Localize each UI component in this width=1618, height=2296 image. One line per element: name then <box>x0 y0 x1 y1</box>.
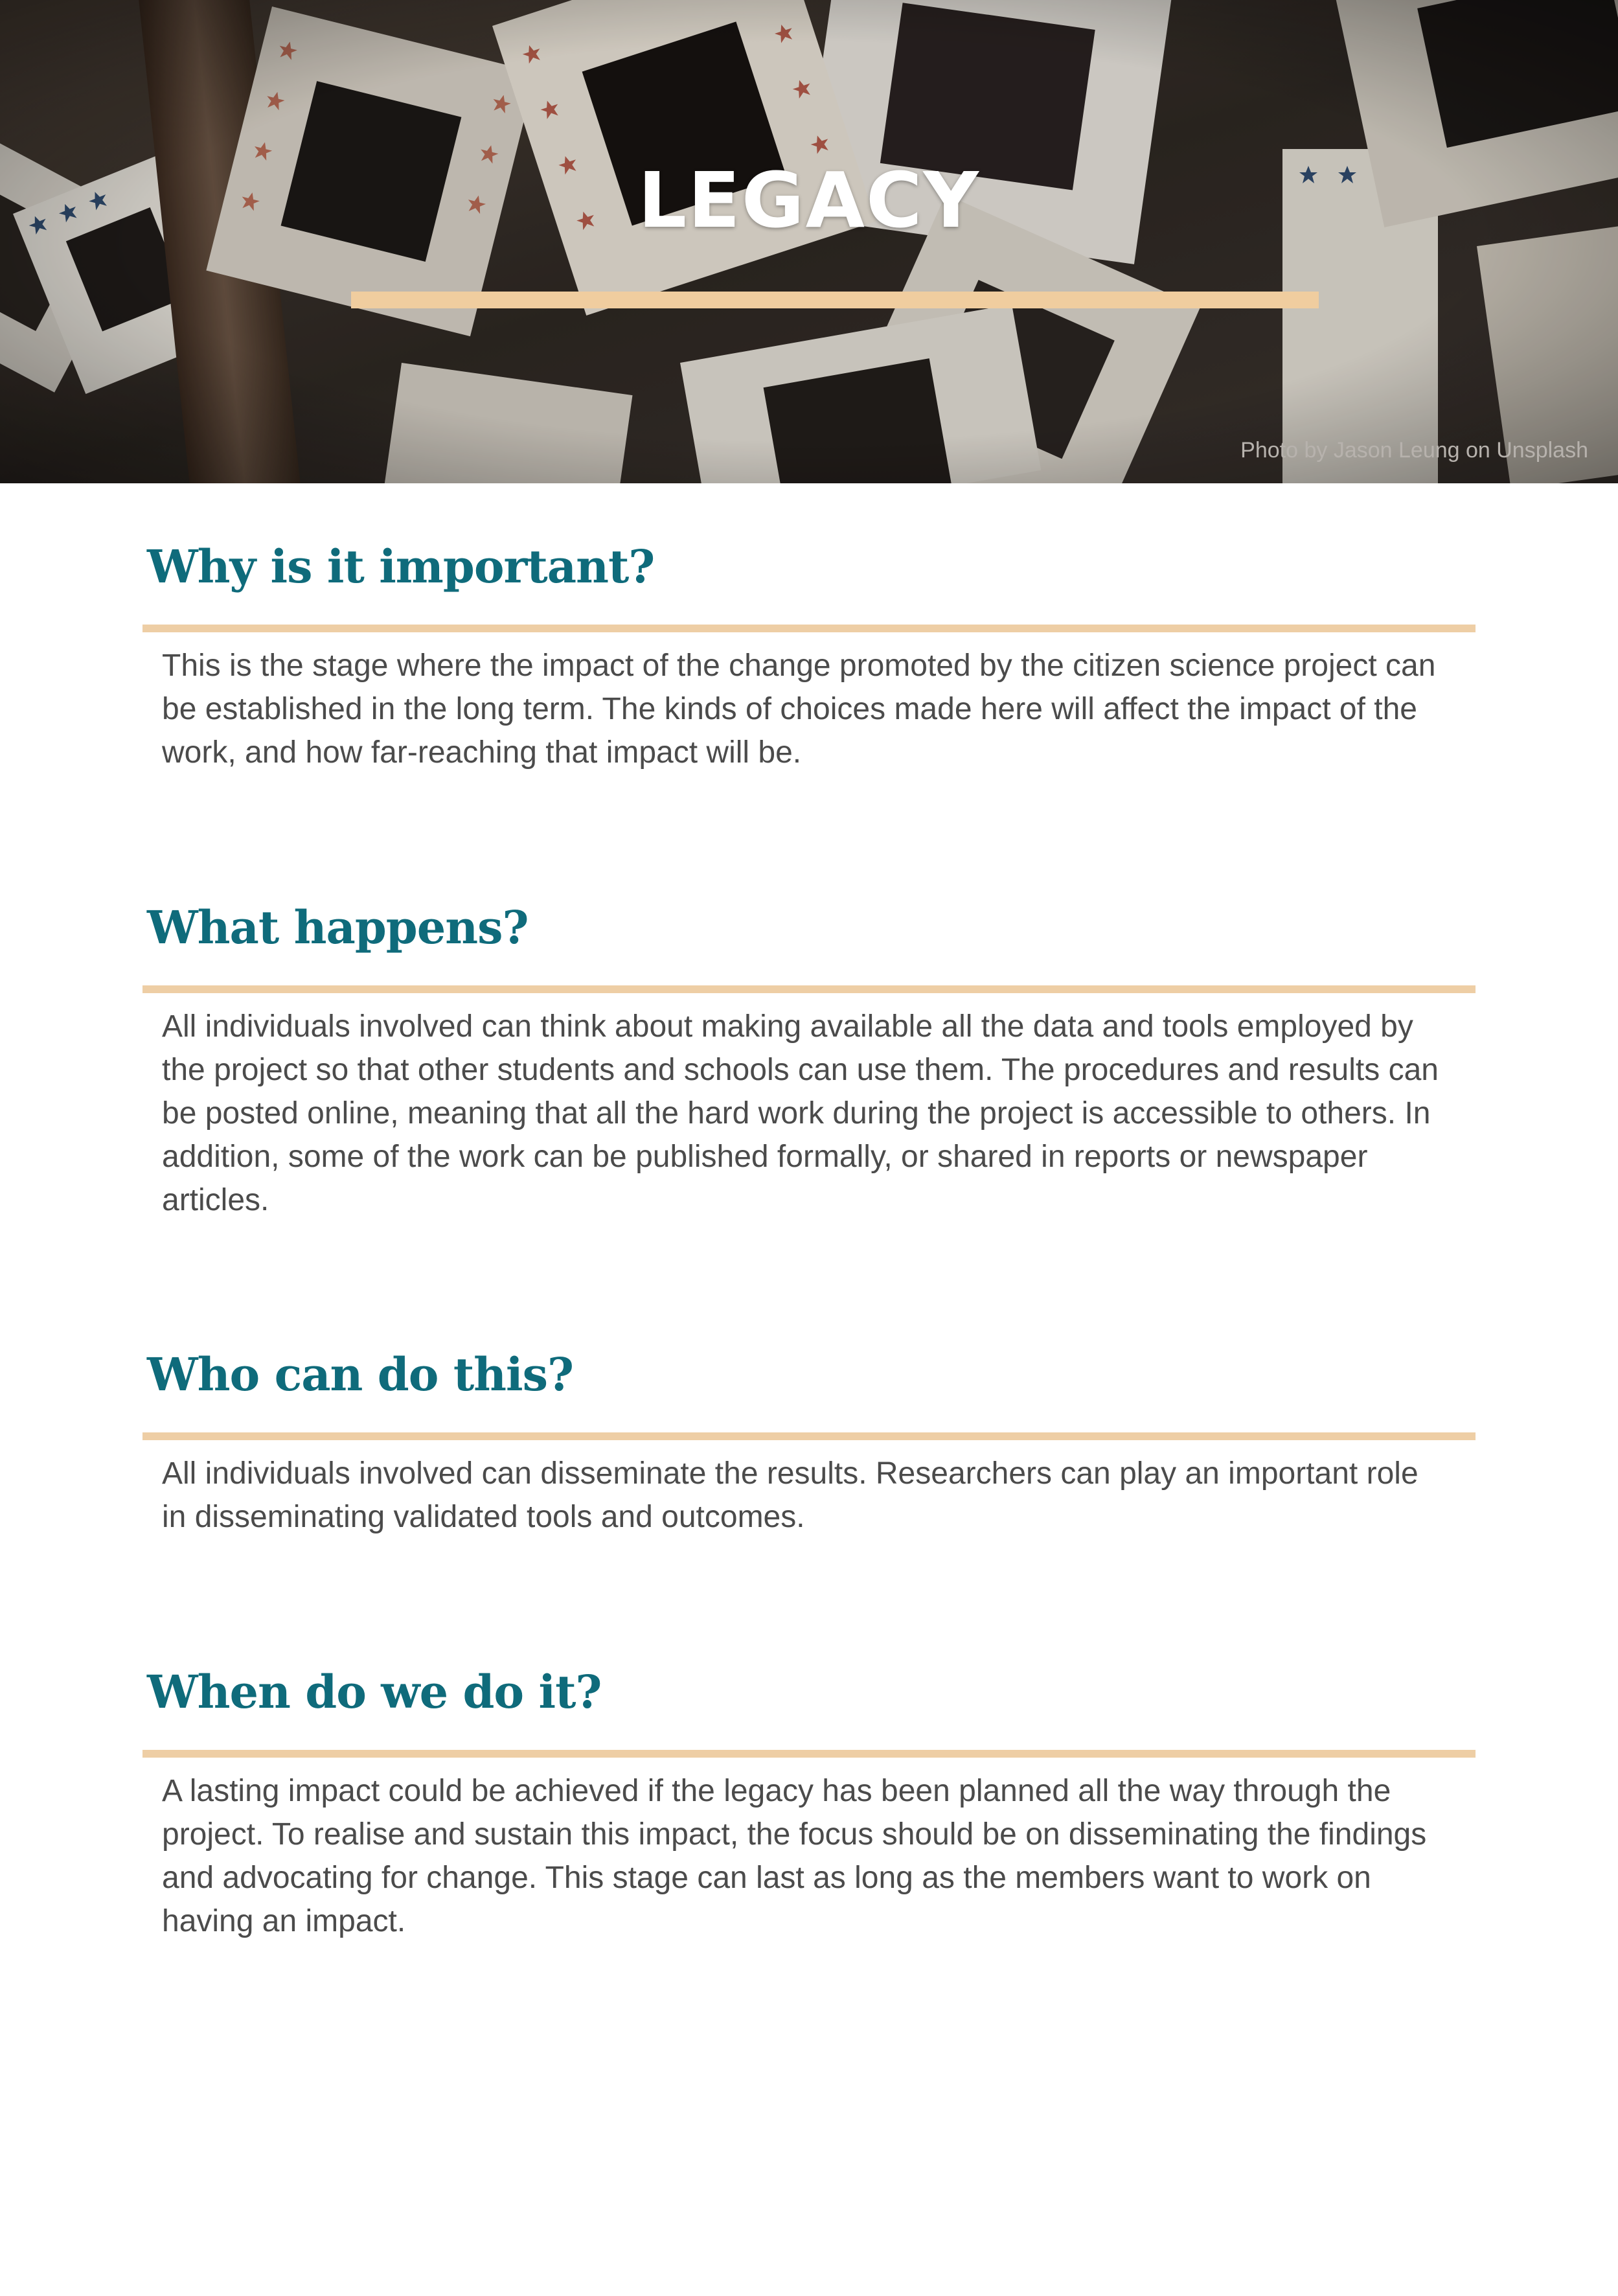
section-heading: When do we do it? <box>147 1665 602 1719</box>
section-divider <box>142 1750 1476 1758</box>
section-body: This is the stage where the impact of the change promoted by the citizen science project can be established in the long term. The kinds of choices made here will affect the impact of the work, and how far-reaching that impact will be. <box>162 649 1436 770</box>
header-banner <box>0 0 1618 483</box>
photo-credit: Photo by Jason Leung on Unsplash <box>1240 438 1588 463</box>
section-when-do-we-do-it <box>142 1665 1476 1943</box>
section-divider <box>142 985 1476 993</box>
section-body: All individuals involved can think about making available all the data and tools employed by the project so that other students and schools can use them. The procedures and results can be posted online, meaning that all the hard work during the project is accessible to others. In addition, some of the work can be published formally, or shared in reports or newspaper articles. <box>162 1009 1439 1217</box>
section-heading: Why is it important? <box>147 540 655 593</box>
section-heading: Who can do this? <box>147 1348 574 1401</box>
section-body: All individuals involved can disseminate the results. Researchers can play an important role in disseminating validated tools and outcomes. <box>162 1456 1419 1534</box>
section-what-happens <box>142 901 1476 1222</box>
section-who-can-do-this <box>142 1348 1476 1539</box>
section-body: A lasting impact could be achieved if the legacy has been planned all the way through the project. To realise and sustain this impact, the focus should be on disseminating the findings and advocating for change. This stage can last as long as the members want to work on having an impact. <box>162 1774 1427 1938</box>
section-divider <box>142 625 1476 632</box>
title-underline <box>351 292 1319 308</box>
section-heading: What happens? <box>147 901 529 954</box>
section-why-important <box>142 540 1476 774</box>
section-divider <box>142 1432 1476 1440</box>
page-title: LEGACY <box>637 155 981 245</box>
